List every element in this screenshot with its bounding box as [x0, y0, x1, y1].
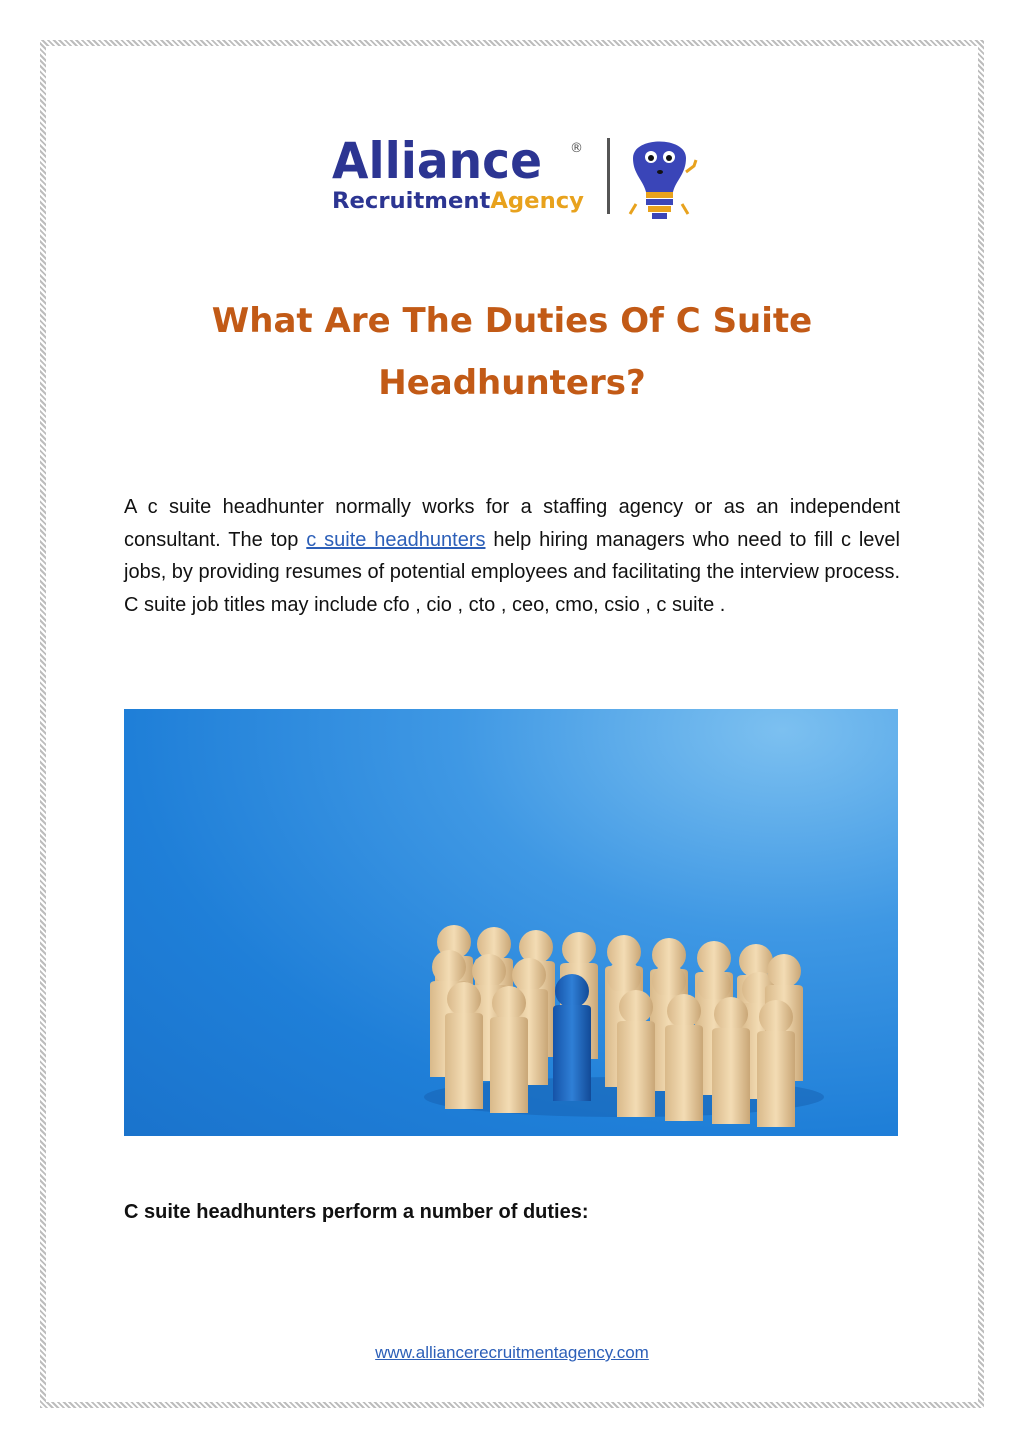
brand-logo[interactable] — [330, 122, 700, 226]
registered-mark: ® — [570, 141, 583, 156]
intro-paragraph — [124, 491, 900, 621]
website-link[interactable]: www.alliancerecruitmentagency.com — [375, 1343, 649, 1362]
logo-brand-line1: Alliance — [332, 132, 542, 190]
title-line-2: Headhunters? — [378, 363, 646, 403]
logo-brand-line2b: Agency — [490, 189, 582, 214]
duties-subheading: C suite headhunters perform a number of duties: — [124, 1201, 589, 1223]
c-suite-headhunters-link[interactable]: c suite headhunters — [306, 528, 486, 551]
footer — [0, 1343, 1024, 1363]
logo-brand-line2a: Recruitment — [332, 189, 486, 214]
title-line-1: What Are The Duties Of C Suite — [211, 301, 813, 341]
wooden-figures-photo — [124, 709, 898, 1136]
logo-divider — [607, 138, 610, 214]
page-title — [150, 290, 874, 414]
lightbulb-mascot-icon — [630, 142, 696, 220]
svg-text:RecruitmentAgency — [332, 189, 584, 214]
intro-text-before-link: A c suite headhunter normally works for a staffing agency or as an independent consultant. The top — [124, 496, 900, 551]
intro-text-after-link: help hiring managers who need to fill c level jobs, by providing resumes of potential employees and facilitating the interview process. C suite job titles may include cfo , cio , cto , ceo, cmo, csio , c suite . — [124, 528, 900, 616]
